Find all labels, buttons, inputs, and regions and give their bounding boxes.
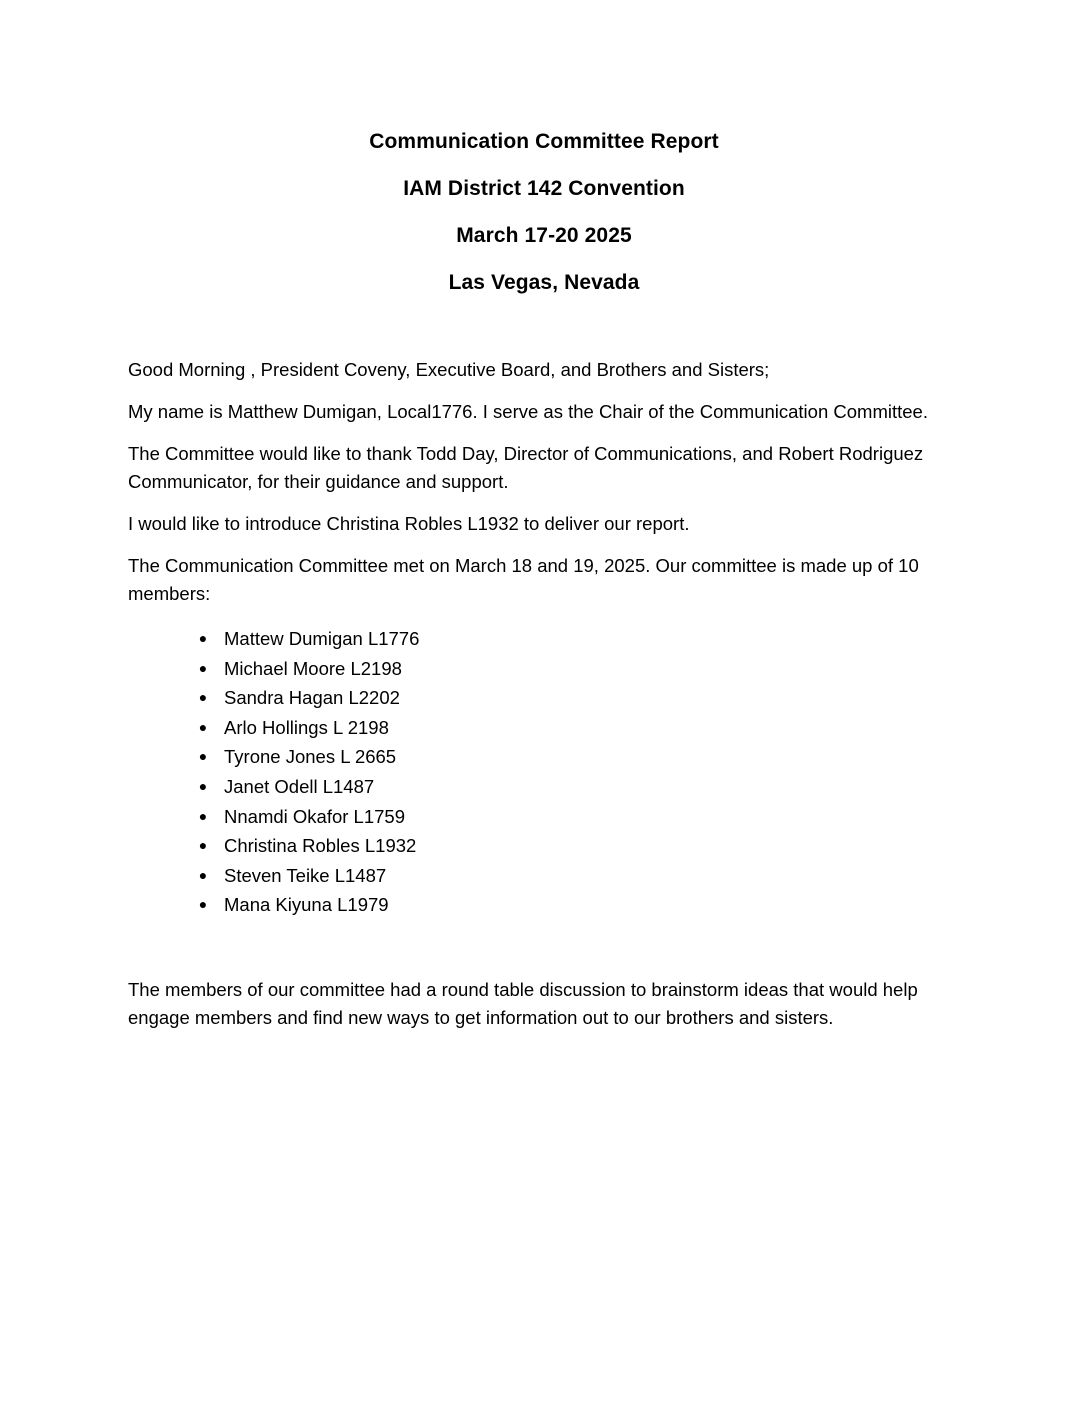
presenter-paragraph: I would like to introduce Christina Robles L1932 to deliver our report.: [128, 513, 690, 534]
meeting-paragraph: The Communication Committee met on March 18 and 19, 2025. Our committee is made up of 10 members:: [128, 555, 919, 604]
bullet-icon: ●: [198, 718, 208, 735]
member-name: Janet Odell L1487: [224, 775, 375, 797]
member-name: Michael Moore L2198: [224, 657, 402, 679]
report-title: Communication Committee Report: [369, 130, 719, 153]
member-name: Steven Teike L1487: [224, 864, 387, 886]
list-item: [198, 831, 968, 861]
thanks-paragraph: The Committee would like to thank Todd Day, Director of Communications, and Robert Rodriguez Communicator, for their guidance and support.: [128, 443, 924, 492]
bullet-icon: ●: [198, 777, 208, 794]
list-item: [198, 713, 968, 743]
bullet-icon: ●: [198, 896, 208, 913]
convention-name: IAM District 142 Convention: [403, 177, 685, 200]
member-name: Mattew Dumigan L1776: [224, 628, 420, 649]
list-item: [198, 742, 968, 772]
bullet-icon: ●: [198, 866, 208, 883]
bullet-icon: ●: [198, 748, 208, 765]
member-list: [128, 624, 968, 920]
list-item: [198, 802, 968, 832]
member-name: Sandra Hagan L2202: [224, 687, 400, 709]
bullet-icon: ●: [198, 807, 208, 824]
member-name: Tyrone Jones L 2665: [224, 746, 397, 768]
list-item: [198, 624, 968, 654]
member-name: Mana Kiyuna L1979: [224, 894, 389, 916]
bullet-icon: ●: [198, 689, 208, 706]
bullet-icon: ●: [198, 837, 208, 854]
list-item: [198, 861, 968, 891]
introduction-paragraph: My name is Matthew Dumigan, Local1776. I serve as the Chair of the Communication Committee.: [128, 401, 928, 422]
list-item: [198, 890, 968, 920]
list-item: [198, 654, 968, 684]
report-body: [128, 356, 968, 1046]
member-name: Nnamdi Okafor L1759: [224, 805, 405, 827]
closing-paragraph: The members of our committee had a round table discussion to brainstorm ideas that would help engage members and find new ways to get information out to our brothers and sisters.: [128, 978, 918, 1028]
bullet-icon: ●: [198, 630, 208, 646]
list-item: [198, 683, 968, 713]
greeting-paragraph: Good Morning , President Coveny, Executive Board, and Brothers and Sisters;: [128, 359, 770, 380]
list-item: [198, 772, 968, 802]
convention-location: Las Vegas, Nevada: [448, 271, 640, 294]
bullet-icon: ●: [198, 659, 208, 676]
report-heading: [0, 128, 1088, 316]
convention-dates: March 17-20 2025: [456, 224, 632, 247]
member-name: Christina Robles L1932: [224, 835, 417, 857]
member-name: Arlo Hollings L 2198: [224, 716, 389, 738]
